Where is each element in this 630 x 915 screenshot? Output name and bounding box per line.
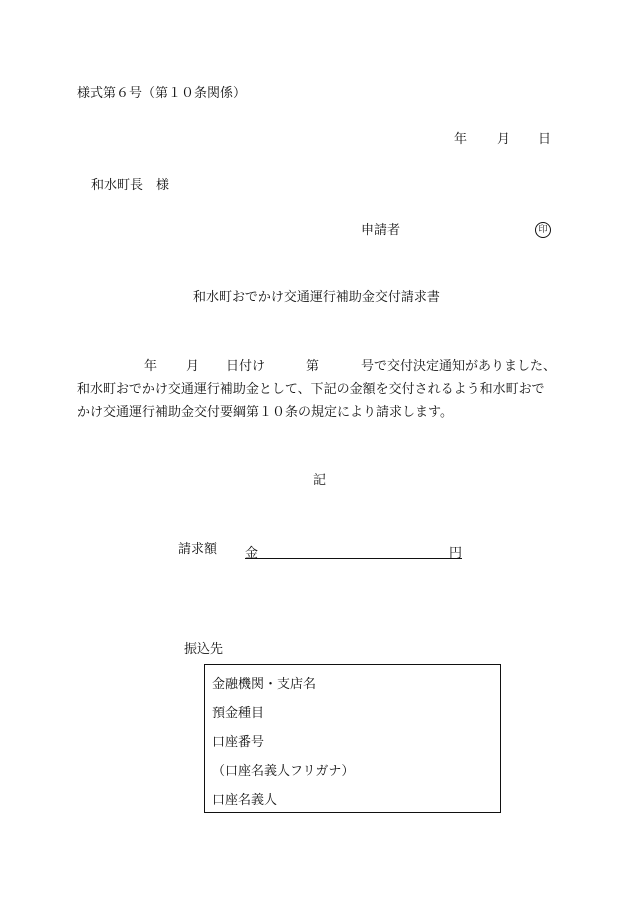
body-paragraph (77, 355, 557, 424)
bank-row-account-number: 口座番号 (212, 735, 265, 750)
body-line-3: かけ交通運行補助金交付要綱第１０条の規定により請求します。 (77, 405, 453, 420)
seal-mark: 印 (535, 222, 551, 238)
date-day-label: 日 (538, 132, 552, 147)
body-line-2: 和水町おでかけ交通運行補助金として、下記の金額を交付されるよう和水町おで (77, 382, 545, 397)
addressee: 和水町長 様 (91, 178, 170, 193)
amount-field (245, 542, 462, 559)
bank-row-holder-kana: （口座名義人フリガナ） (212, 764, 355, 779)
body-year-label: 年 (144, 359, 158, 374)
form-number: 様式第６号（第１０条関係） (77, 86, 247, 101)
amount-label: 請求額 (178, 542, 218, 557)
ki-heading: 記 (313, 473, 327, 488)
bank-info-box (204, 664, 501, 813)
date-year-label: 年 (454, 132, 468, 147)
bank-row-account-type: 預金種目 (212, 706, 265, 721)
applicant-label: 申請者 (361, 223, 401, 238)
body-line-1 (77, 355, 557, 378)
bank-row-holder-name: 口座名義人 (212, 793, 278, 808)
bank-row-branch: 金融機関・支店名 (212, 677, 317, 692)
amount-prefix: 金 (245, 546, 259, 561)
body-number-prefix: 第 (306, 359, 320, 374)
document-title: 和水町おでかけ交通運行補助金交付請求書 (193, 290, 440, 305)
date-month-label: 月 (497, 132, 511, 147)
transfer-label: 振込先 (184, 642, 224, 657)
body-month-label: 月 (186, 359, 200, 374)
body-line-1-rest: 号で交付決定通知がありました、 (361, 359, 557, 374)
amount-suffix: 円 (448, 546, 462, 561)
body-dated-label: 日付け (226, 359, 266, 374)
